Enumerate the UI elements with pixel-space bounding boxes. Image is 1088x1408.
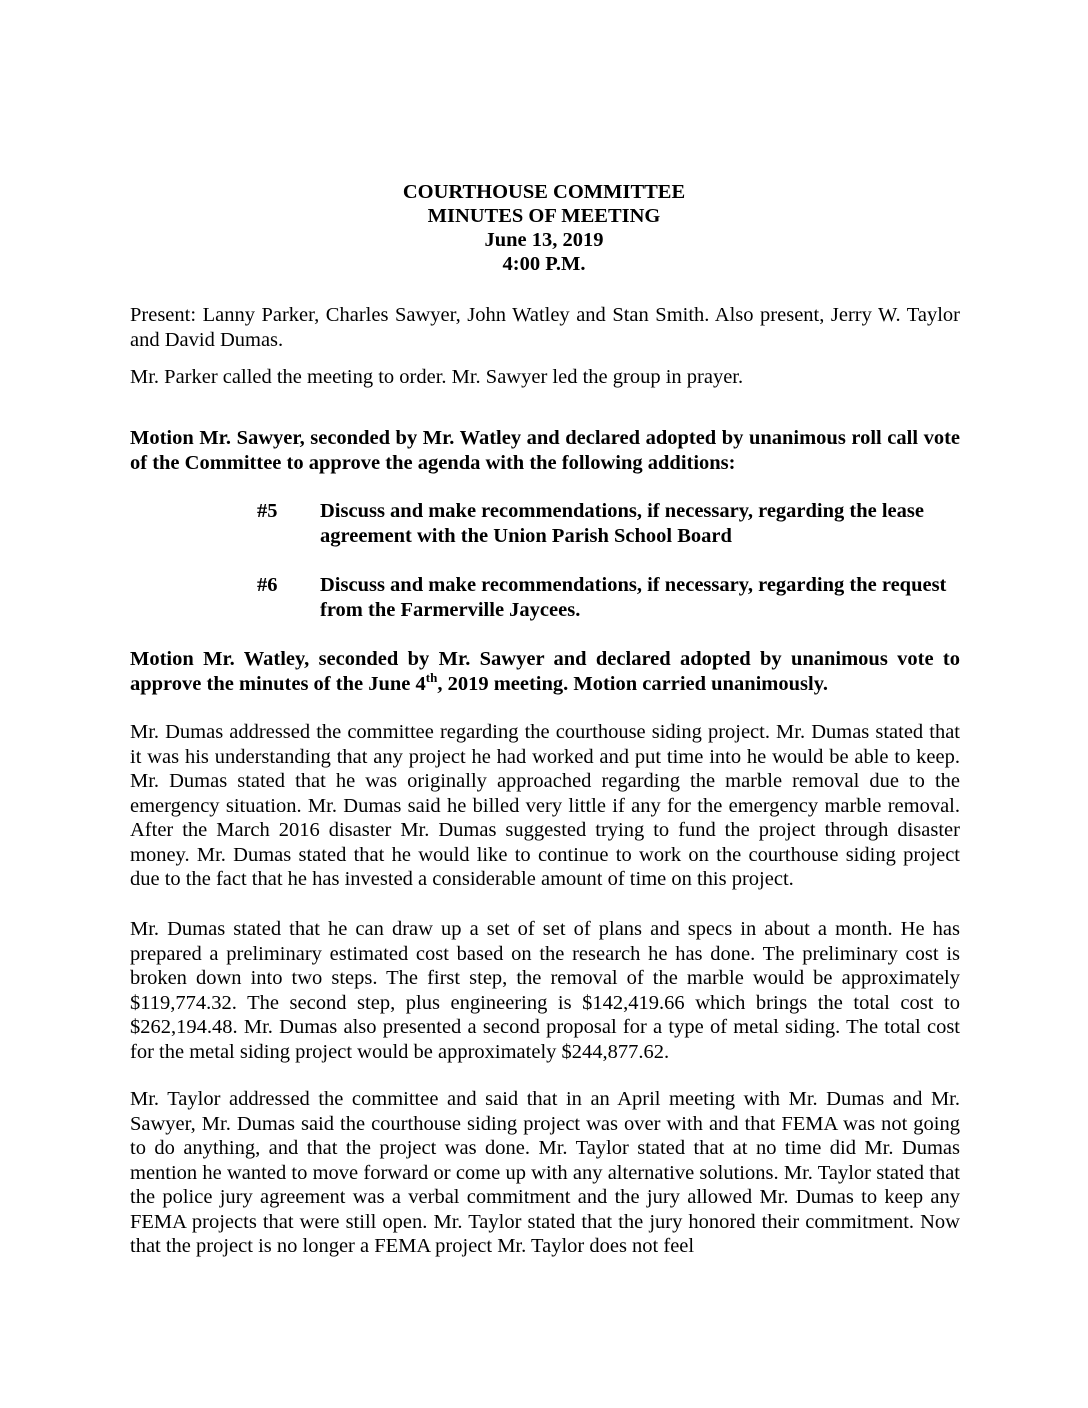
agenda-item-number: #6: [257, 574, 278, 596]
agenda-motion-paragraph: Motion Mr. Sawyer, seconded by Mr. Watley and declared adopted by unanimous roll call vote of the Committee to approve the agenda with the following additions:: [130, 427, 960, 474]
committee-title: COURTHOUSE COMMITTEE: [402, 181, 686, 203]
minutes-motion-text: Motion Mr. Watley, seconded by Mr. Sawyer and declared adopted by unanimous vote to approve the minutes of the June 4: [130, 648, 960, 695]
taylor-paragraph: Mr. Taylor addressed the committee and said that in an April meeting with Mr. Dumas and Mr. Sawyer, Mr. Dumas said the courthouse siding project was over with and that FEMA was not going to do anything, and that the project was done. Mr. Taylor stated that at no time did Mr. Dumas mention he wanted to move forward or come up with any alternative solutions. Mr. Taylor stated that the police jury agreement was a verbal commitment and the jury allowed Mr. Dumas to keep any FEMA projects that were still open. Mr. Taylor stated that the jury honored their commitment. Now that the project is no longer a FEMA project Mr. Taylor does not feel: [130, 1088, 960, 1257]
dumas-paragraph-1: Mr. Dumas addressed the committee regarding the courthouse siding project. Mr. Dumas stated that it was his understanding that any project he had worked and put time into he would be able to keep. Mr. Dumas stated that he was originally approached regarding the marble removal due to the emergency situation. Mr. Dumas said he billed very little if any for the emergency marble removal. After the March 2016 disaster Mr. Dumas suggested trying to fund the project through disaster money. Mr. Dumas stated that he would like to continue to work on the courthouse siding project due to the fact that he has invested a considerable amount of time on this project.: [130, 721, 960, 890]
agenda-item-number: #5: [257, 500, 278, 522]
minutes-motion-paragraph: [130, 647, 960, 696]
document-header: [0, 180, 1088, 276]
dumas-paragraph-2: Mr. Dumas stated that he can draw up a set of set of plans and specs in about a month. He has prepared a preliminary estimated cost based on the research he has done. The preliminary cost is broken down into two steps. The first step, the removal of the marble would be approximately $119,774.32. The second step, plus engineering is $142,419.66 which brings the total cost to $262,194.48. Mr. Dumas also presented a second proposal for a type of metal siding. The total cost for the metal siding project would be approximately $244,877.62.: [130, 918, 960, 1063]
agenda-item-text: Discuss and make recommendations, if necessary, regarding the lease agreement with the Union Parish School Board: [320, 500, 924, 547]
minutes-title: MINUTES OF MEETING: [427, 205, 661, 227]
meeting-date: June 13, 2019: [484, 229, 604, 251]
call-to-order-paragraph: Mr. Parker called the meeting to order. Mr. Sawyer led the group in prayer.: [130, 366, 744, 388]
minutes-motion-text-end: , 2019 meeting. Motion carried unanimously.: [437, 672, 828, 695]
ordinal-suffix: th: [425, 669, 438, 685]
agenda-item-text: Discuss and make recommendations, if necessary, regarding the request from the Farmerville Jaycees.: [320, 574, 947, 621]
meeting-time: 4:00 P.M.: [502, 253, 586, 275]
attendance-paragraph: Present: Lanny Parker, Charles Sawyer, John Watley and Stan Smith. Also present, Jerry W. Taylor and David Dumas.: [130, 304, 960, 351]
